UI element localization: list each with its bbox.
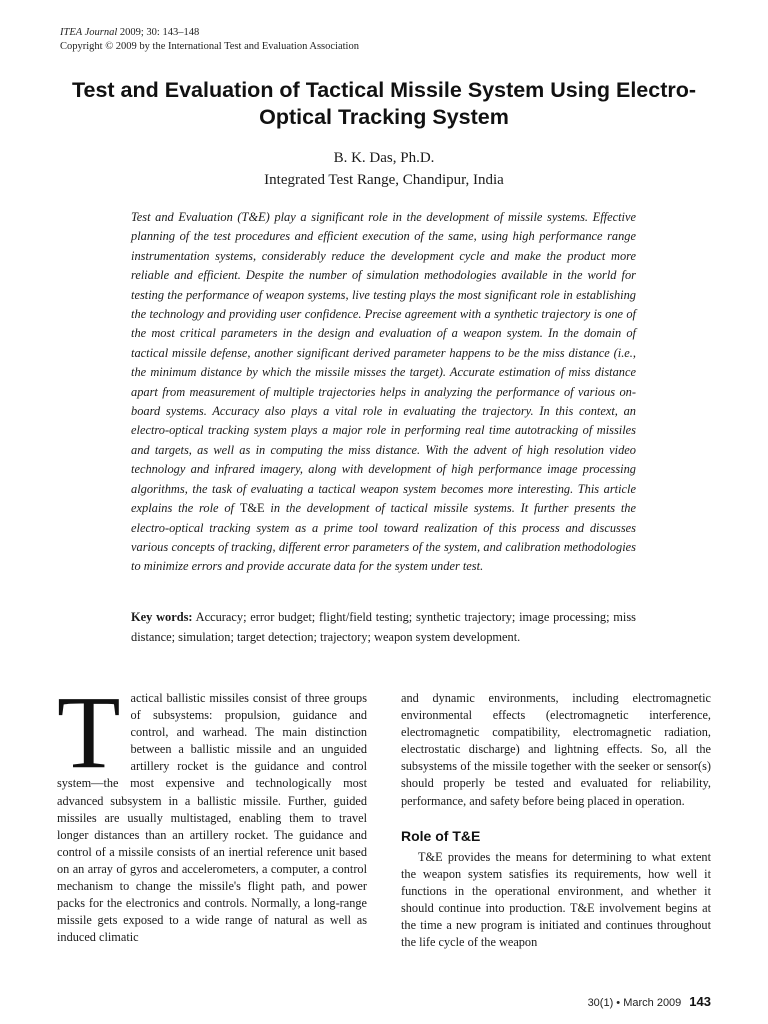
body-paragraph-continued: and dynamic environments, including electromagnetic environmental effects (electromagnetic interference, electromagnetic compatibility, electromagnetic radiation, electrostatic discharge) and lightning effects. So, all the subsystems of the missile together with the seeker or sensor(s) should properly be tested and evaluated for reliability, performance, and safety before being placed in operation. xyxy=(401,691,711,808)
drop-cap: T xyxy=(57,675,121,790)
section-heading-role-of-te: Role of T&E xyxy=(401,827,481,844)
author-affiliation: Integrated Test Range, Chandipur, India xyxy=(264,172,504,188)
intro-paragraph: actical ballistic missiles consist of three groups of subsystems: propulsion, guidance and control, and warhead. The main distinction between a ballistic missile and an unguided artillery rocket is the guidance and control system—the most expensive and technologically most advanced subsystem in a ballistic missile. Further, guided missiles are usually multistaged, enabling them to travel longer distances than an artillery rocket. The guidance and control of a missile consists of an inertial reference unit based on an array of gyros and accelerometers, a computer, a control mechanism to change the missile's flight path, and power packs for the electronics and controls. Normally, a long-range missile gets exposed to a wide range of natural as well as induced climatic xyxy=(57,691,367,945)
article-title: Test and Evaluation of Tactical Missile System Using Electro-Optical Tracking System xyxy=(71,78,697,129)
page-number: 143 xyxy=(689,994,711,1009)
keywords-text: Accuracy; error budget; flight/field testing; synthetic trajectory; image processing; miss distance; simulation; target detection; trajectory; weapon system development. xyxy=(131,610,636,644)
body-column-left xyxy=(57,675,367,946)
abstract-upright-term: T&E xyxy=(239,501,265,516)
abstract-part-2: in the development of tactical missile systems. It further presents the electro-optical tracking system as a prime tool toward realization of this process and discusses various concepts of tracking, different error parameters of the system, and calibration methodologies to minimize errors and provide accurate data for the system under test. xyxy=(131,501,636,574)
copyright-line: Copyright © 2009 by the International Test and Evaluation Association xyxy=(60,41,359,52)
abstract xyxy=(131,208,636,577)
citation-details: 2009; 30: 143–148 xyxy=(117,27,200,38)
journal-header xyxy=(60,26,359,54)
keywords xyxy=(131,607,636,647)
page-footer xyxy=(588,994,711,1009)
body-column-right xyxy=(401,690,711,951)
author-name: B. K. Das, Ph.D. xyxy=(333,150,435,166)
issue-info: 30(1) • March 2009 xyxy=(587,997,682,1009)
keywords-label: Key words: xyxy=(131,610,193,624)
journal-name: ITEA Journal xyxy=(60,27,118,38)
abstract-part-1: Test and Evaluation (T&E) play a significant role in the development of missile systems. Effective planning of the test procedures and efficient execution of the same, using high performance range instrumentation systems, considerably reduce the development cycle and make the product more reliable and efficient. Despite the number of simulation methodologies available in the world for testing the performance of weapon systems, live testing plays the most significant role in establishing the technology and providing user confidence. Precise agreement with a synthetic trajectory is one of the most critical parameters in the design and evaluation of a weapon system. In the domain of tactical missile defense, another significant derived parameter happens to be the miss distance (i.e., the minimum distance by which the missile misses the target). Accurate estimation of miss distance apart from measurement of multiple trajectories helps in analyzing the performance of various on-board systems. Accuracy also plays a vital role in evaluating the trajectory. In this context, an electro-optical tracking system plays a major role in performing real time autotracking of missiles and targets, as well as in computing the miss distance. With the advent of high resolution video technology and infrared imagery, along with development of high performance image processing algorithms, the task of evaluating a tactical weapon system becomes more interesting. This article explains the role of xyxy=(131,210,636,516)
role-paragraph: T&E provides the means for determining to what extent the weapon system satisfies its requirements, how well it functions in the operational environment, and whether it should continue into production. T&E involvement begins at the time a new program is initiated and continues throughout the life cycle of the weapon xyxy=(401,849,711,950)
citation-line xyxy=(60,26,359,40)
